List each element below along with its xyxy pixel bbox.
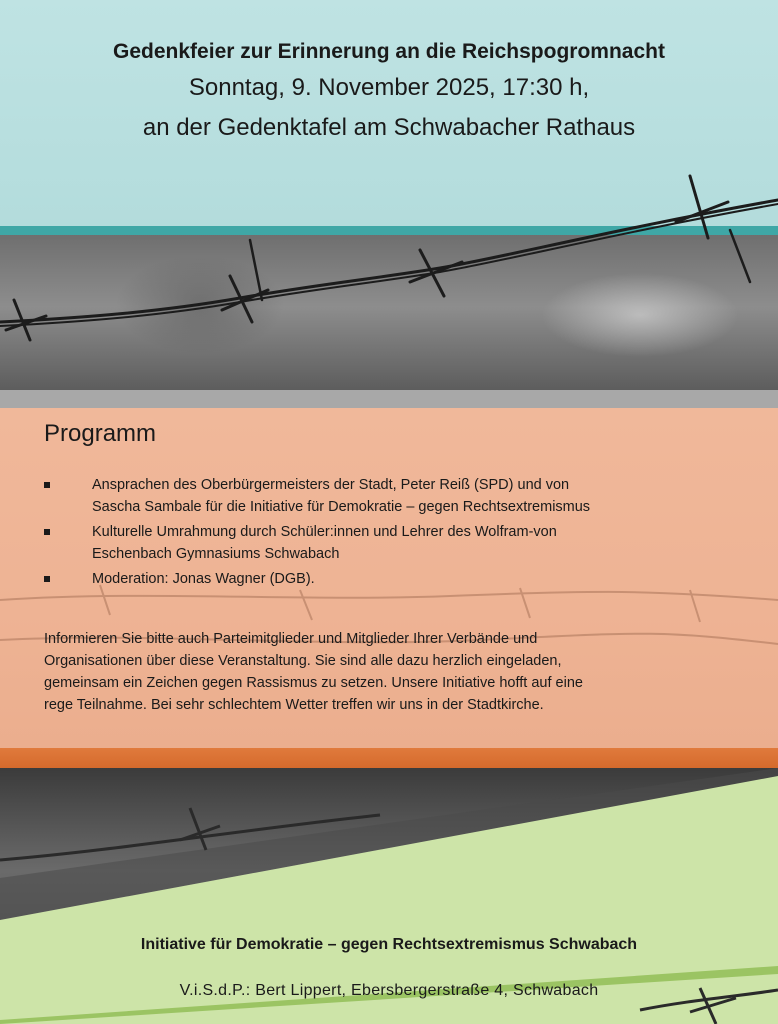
program-heading: Programm xyxy=(44,420,157,447)
program-item xyxy=(44,521,744,565)
program-item-line: Ansprachen des Oberbürgermeisters der Stadt, Peter Reiß (SPD) und von xyxy=(92,477,570,493)
info-line: gemeinsam ein Zeichen gegen Rassismus zu setzen. Unsere Initiative hofft auf eine xyxy=(44,675,583,691)
info-line: Informieren Sie bitte auch Parteimitglieder und Mitglieder Ihrer Verbände und xyxy=(44,631,538,647)
program-item-line: Moderation: Jonas Wagner (DGB). xyxy=(92,571,315,587)
photo-divider xyxy=(0,390,778,408)
program-item-line: Eschenbach Gymnasiums Schwabach xyxy=(92,546,340,562)
event-title: Gedenkfeier zur Erinnerung an die Reichspogromnacht xyxy=(113,40,665,63)
square-bullet-icon xyxy=(44,576,50,582)
orange-stripe xyxy=(0,748,778,768)
square-bullet-icon xyxy=(44,482,50,488)
program-item-line: Sascha Sambale für die Initiative für Demokratie – gegen Rechtsextremismus xyxy=(92,499,591,515)
program-item xyxy=(44,568,744,590)
event-date-time: Sonntag, 9. November 2025, 17:30 h, xyxy=(188,74,590,101)
barbed-wire-photo xyxy=(0,235,778,395)
program-item xyxy=(44,474,744,518)
square-bullet-icon xyxy=(44,529,50,535)
event-location: an der Gedenktafel am Schwabacher Rathaus xyxy=(142,114,636,141)
responsible-person: V.i.S.d.P.: Bert Lippert, Ebersbergerstraße 4, Schwabach xyxy=(179,982,599,999)
program-item-line: Kulturelle Umrahmung durch Schüler:innen und Lehrer des Wolfram-von xyxy=(92,524,557,540)
info-line: rege Teilnahme. Bei sehr schlechtem Wetter treffen wir uns in der Stadtkirche. xyxy=(44,697,544,713)
info-paragraph xyxy=(44,628,734,716)
info-line: Organisationen über diese Veranstaltung. Sie sind alle dazu herzlich eingeladen, xyxy=(44,653,562,669)
program-list xyxy=(44,474,744,593)
organization-name: Initiative für Demokratie – gegen Rechtsextremismus Schwabach xyxy=(140,936,638,953)
header-stripe xyxy=(0,226,778,235)
